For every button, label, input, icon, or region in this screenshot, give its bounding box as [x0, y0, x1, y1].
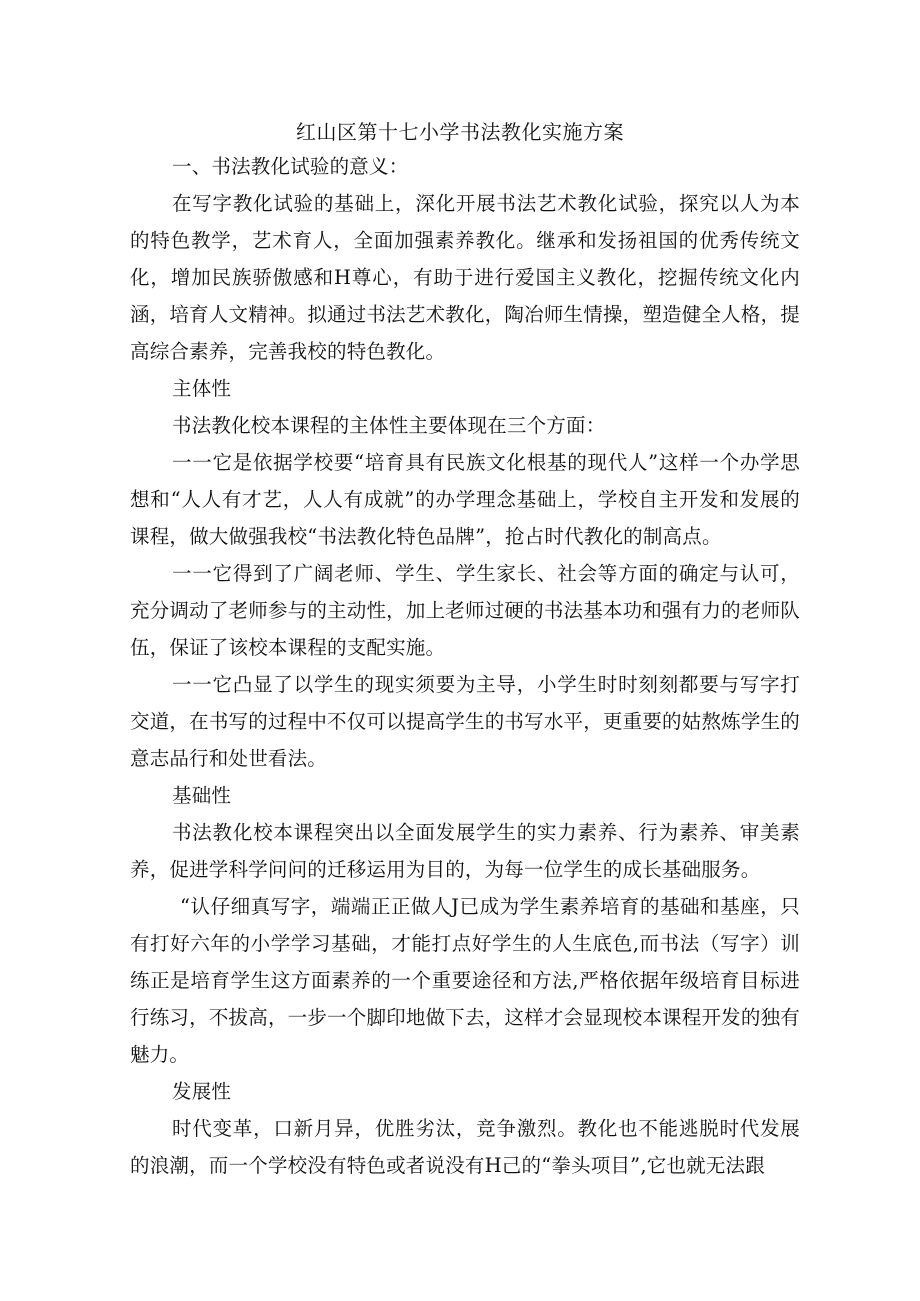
section-heading-significance: 一、书法教化试验的意义：: [172, 155, 409, 178]
section-heading-subjectivity: 主体性: [172, 377, 232, 400]
paragraph-foundation-1: 书法教化校本课程突出以全面发展学生的实力素养、行为素养、审美素养，促进学科学问问的迁移运用为目的，为每一位学生的成长基础服务。: [130, 821, 800, 881]
paragraph-subjectivity-intro: 书法教化校本课程的主体性主要体现在三个方面：: [172, 414, 606, 437]
paragraph-subjectivity-point-3: 一一它凸显了以学生的现实须要为主导，小学生时时刻刻都要与写字打交道，在书写的过程中不仅可以提高学生的书写水平，更重要的姑熬炼学生的意志品行和处世看法。: [130, 673, 800, 770]
section-heading-foundation: 基础性: [172, 784, 232, 807]
paragraph-significance: 在写字教化试验的基础上，深化开展书法艺术教化试验，探究以人为本的特色教学，艺术育人，全面加强素养教化。继承和发扬祖国的优秀传统文化，增加民族骄傲感和H尊心，有助于进行爱国主义教化，挖掘传统文化内涵，培育人文精神。拟通过书法艺术教化，陶冶师生情操，塑造健全人格，提高综合素养，完善我校的特色教化。: [130, 192, 800, 363]
paragraph-subjectivity-point-1: 一一它是依据学校要“培育具有民族文化根基的现代人”这样一个办学思想和“人人有才艺，人人有成就”的办学理念基础上，学校自主开发和发展的课程，做大做强我校“书法教化特色品牌”，抢占时代教化的制高点。: [130, 451, 800, 548]
document-title: 红山区第十七小学书法教化实施方案: [296, 120, 624, 144]
document-body: [130, 148, 800, 1184]
paragraph-development: 时代变革，口新月异，优胜劣汰，竞争激烈。教化也不能逃脱时代发展的浪潮，而一个学校没有特色或者说没有H己的“拳头项目”,它也就无法跟: [130, 1117, 800, 1177]
section-heading-development: 发展性: [172, 1080, 232, 1103]
paragraph-subjectivity-point-2: 一一它得到了广阔老师、学生、学生家长、社会等方面的确定与认可，充分调动了老师参与的主动性，加上老师过硬的书法基本功和强有力的老师队伍，保证了该校本课程的支配实施。: [130, 562, 800, 659]
paragraph-foundation-2: “认仔细真写字，端端正正做人J已成为学生素养培育的基础和基座，只有打好六年的小学学习基础，才能打点好学生的人生底色,而书法（写字）训练正是培育学生这方面素养的一个重要途径和方法,严格依据年级培育目标进行练习，不拔高，一步一个脚印地做下去，这样才会显现校本课程开发的独有魅力。: [130, 895, 800, 1066]
